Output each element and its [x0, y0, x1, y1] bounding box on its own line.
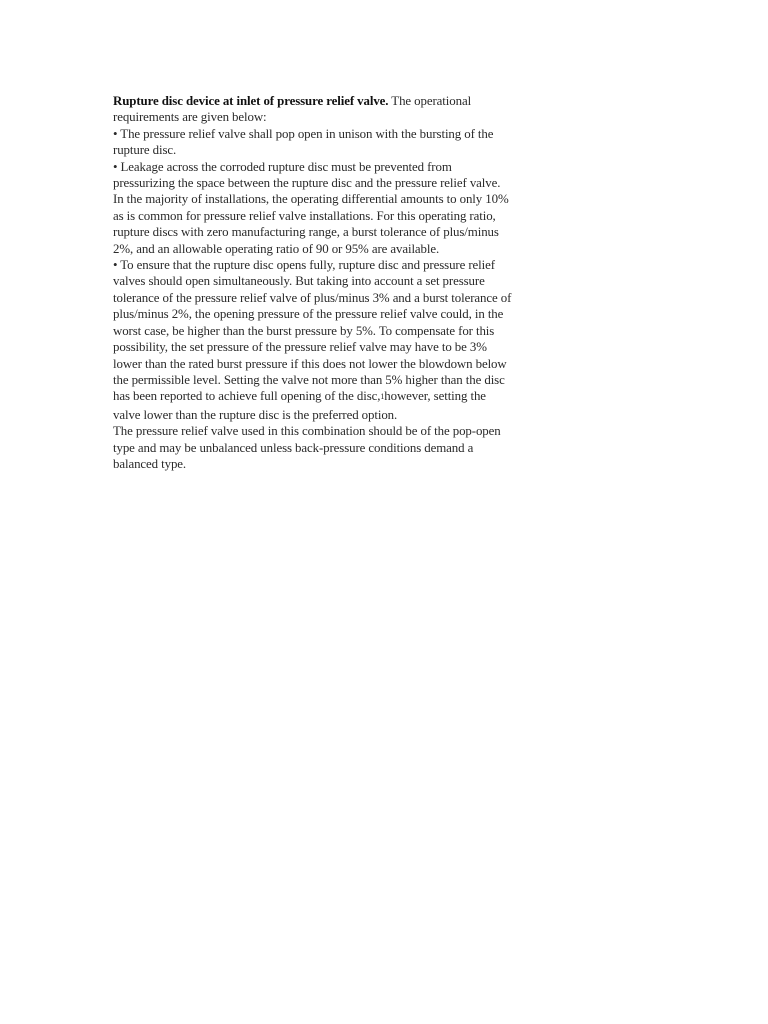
- bullet-item-2: • Leakage across the corroded rupture disc must be prevented from pressurizing the space between the rupture disc and the pressure relief valve.: [113, 159, 501, 191]
- footnote-reference: 1: [380, 392, 385, 402]
- bullet-item-3: [113, 257, 513, 423]
- intro-text: The operational requirements are given below:: [113, 94, 472, 125]
- bullet-item-3-text-a: • To ensure that the rupture disc opens fully, rupture disc and pressure relief valves should open simultaneously. But taking into account a set pressure tolerance of the pressure relief valve of plus/minus 3% and a burst tolerance of plus/minus 2%, the opening pressure of the pressure relief valve could, in the worst case, be higher than the burst pressure by 5%. To compensate for this possibility, the set pressure of the pressure relief valve may have to be 3% lower than the rated burst pressure if this does not lower the blowdown below the permissible level. Setting the valve not more than 5% higher than the disc has been reported to achieve full opening of the disc,: [113, 258, 512, 404]
- body-paragraph-1: In the majority of installations, the operating differential amounts to only 10% as is common for pressure relief valve installations. For this operating ratio, rupture discs with zero manufacturing range, a burst tolerance of plus/minus 2%, and an allowable operating ratio of 90 or 95% are available.: [113, 192, 509, 256]
- body-paragraph-2: The pressure relief valve used in this combination should be of the pop-open type and may be unbalanced unless back-pressure conditions demand a balanced type.: [113, 424, 501, 471]
- bullet-item-1: • The pressure relief valve shall pop open in unison with the bursting of the rupture disc.: [113, 126, 494, 158]
- intro-paragraph: [113, 93, 513, 126]
- bullet-item-3-text-b: however, setting the valve lower than the rupture disc is the preferred option.: [113, 389, 486, 422]
- section-heading: Rupture disc device at inlet of pressure relief valve.: [113, 94, 389, 108]
- document-body: [113, 93, 513, 472]
